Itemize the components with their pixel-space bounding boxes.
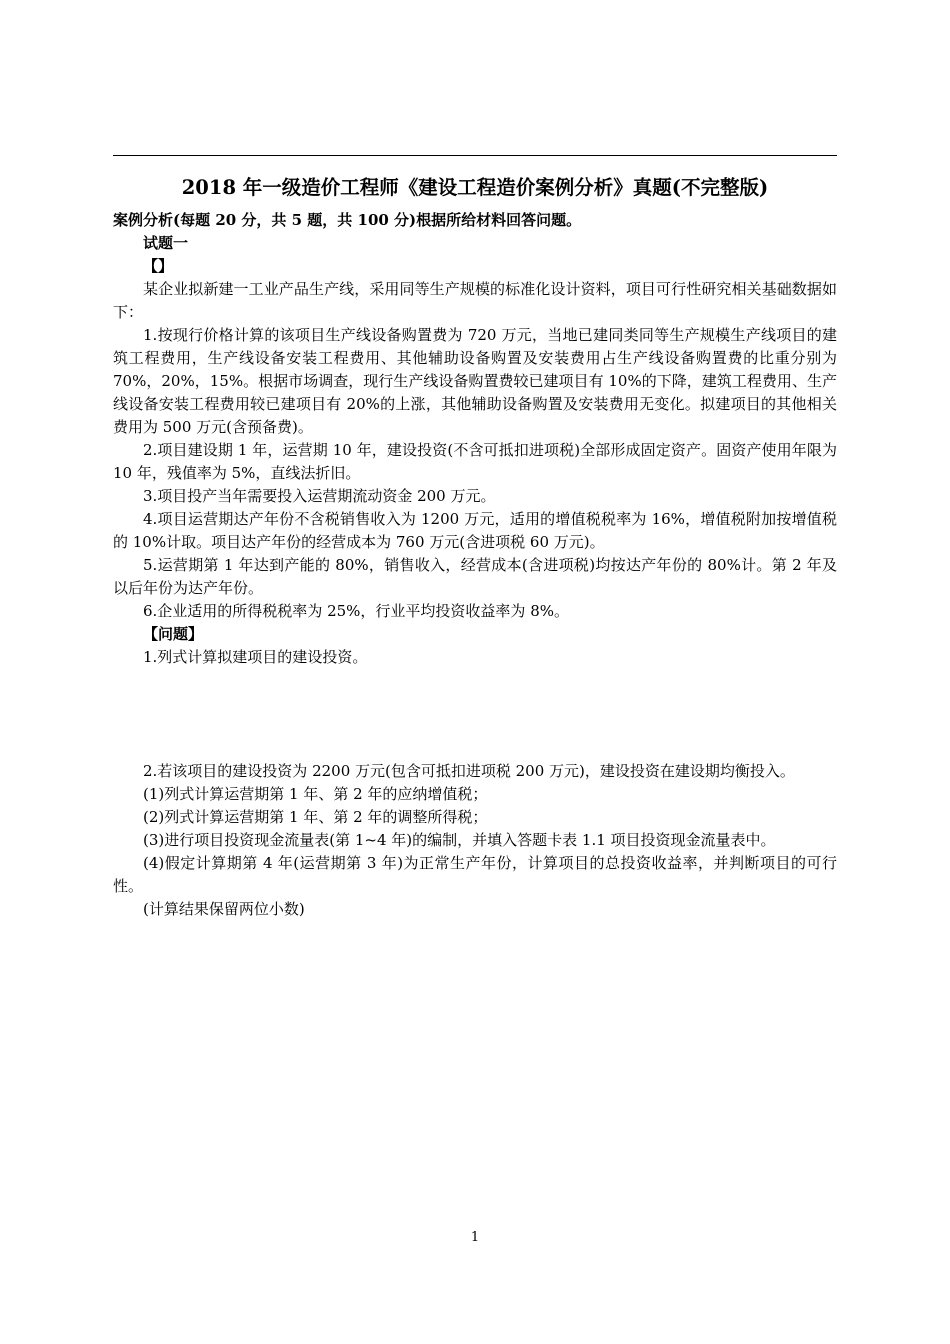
- answer-space: [113, 669, 837, 760]
- sub-problem-3: (3)进行项目投资现金流量表(第 1~4 年)的编制，并填入答题卡表 1.1 项目投资现金流量表中。: [143, 831, 776, 849]
- page-number: 1: [470, 1230, 480, 1245]
- data-item-2: 2.项目建设期 1 年，运营期 10 年，建设投资(不含可抵扣进项税)全部形成固定资产。固资产使用年限为 10 年，残值率为 5%，直线法折旧。: [113, 441, 837, 482]
- data-item-6: 6.企业适用的所得税税率为 25%，行业平均投资收益率为 8%。: [143, 602, 569, 620]
- problem-1: 1.列式计算拟建项目的建设投资。: [143, 648, 368, 666]
- header-rule: [113, 155, 837, 156]
- sub-problem-2: (2)列式计算运营期第 1 年、第 2 年的调整所得税；: [143, 808, 488, 826]
- document-body: [113, 209, 837, 921]
- rounding-note: (计算结果保留两位小数): [143, 900, 305, 918]
- data-item-1: 1.按现行价格计算的该项目生产线设备购置费为 720 万元，当地已建同类同等生产规模生产线项目的建筑工程费用，生产线设备安装工程费用、其他辅助设备购置及安装费用占生产线设备购置费的比重分别为 70%，20%，15%。根据市场调查，现行生产线设备购置费较已建项目有 10%的下降，建筑工程费用、生产线设备安装工程费用较已建项目有 20%的上涨，其他辅助设备购置及安装费用无变化。拟建项目的其他相关费用为 500 万元(含预备费)。: [113, 326, 837, 436]
- problems-label: 【问题】: [143, 625, 204, 643]
- sub-problem-4: (4)假定计算期第 4 年(运营期第 3 年)为正常生产年份，计算项目的总投资收益率，并判断项目的可行性。: [113, 854, 837, 895]
- page-title: 2018 年一级造价工程师《建设工程造价案例分析》真题(不完整版): [181, 176, 769, 199]
- question-label: 试题一: [143, 234, 189, 252]
- problem-2: 2.若该项目的建设投资为 2200 万元(包含可抵扣进项税 200 万元)，建设投资在建设期均衡投入。: [143, 762, 795, 780]
- data-item-4: 4.项目运营期达产年份不含税销售收入为 1200 万元，适用的增值税税率为 16%，增值税附加按增值税的 10%计取。项目达产年份的经营成本为 760 万元(含进项税 60 万元)。: [113, 510, 837, 551]
- intro-text: 案例分析(每题 20 分，共 5 题，共 100 分)根据所给材料回答问题。: [113, 211, 582, 229]
- background-paragraph: 某企业拟新建一工业产品生产线，采用同等生产规模的标准化设计资料，项目可行性研究相关基础数据如下：: [113, 280, 837, 321]
- data-item-5: 5.运营期第 1 年达到产能的 80%，销售收入，经营成本(含进项税)均按达产年份的 80%计。第 2 年及以后年份为达产年份。: [113, 556, 837, 597]
- data-item-3: 3.项目投产当年需要投入运营期流动资金 200 万元。: [143, 487, 496, 505]
- sub-problem-1: (1)列式计算运营期第 1 年、第 2 年的应纳增值税；: [143, 785, 488, 803]
- bracket-label: 【】: [143, 257, 174, 275]
